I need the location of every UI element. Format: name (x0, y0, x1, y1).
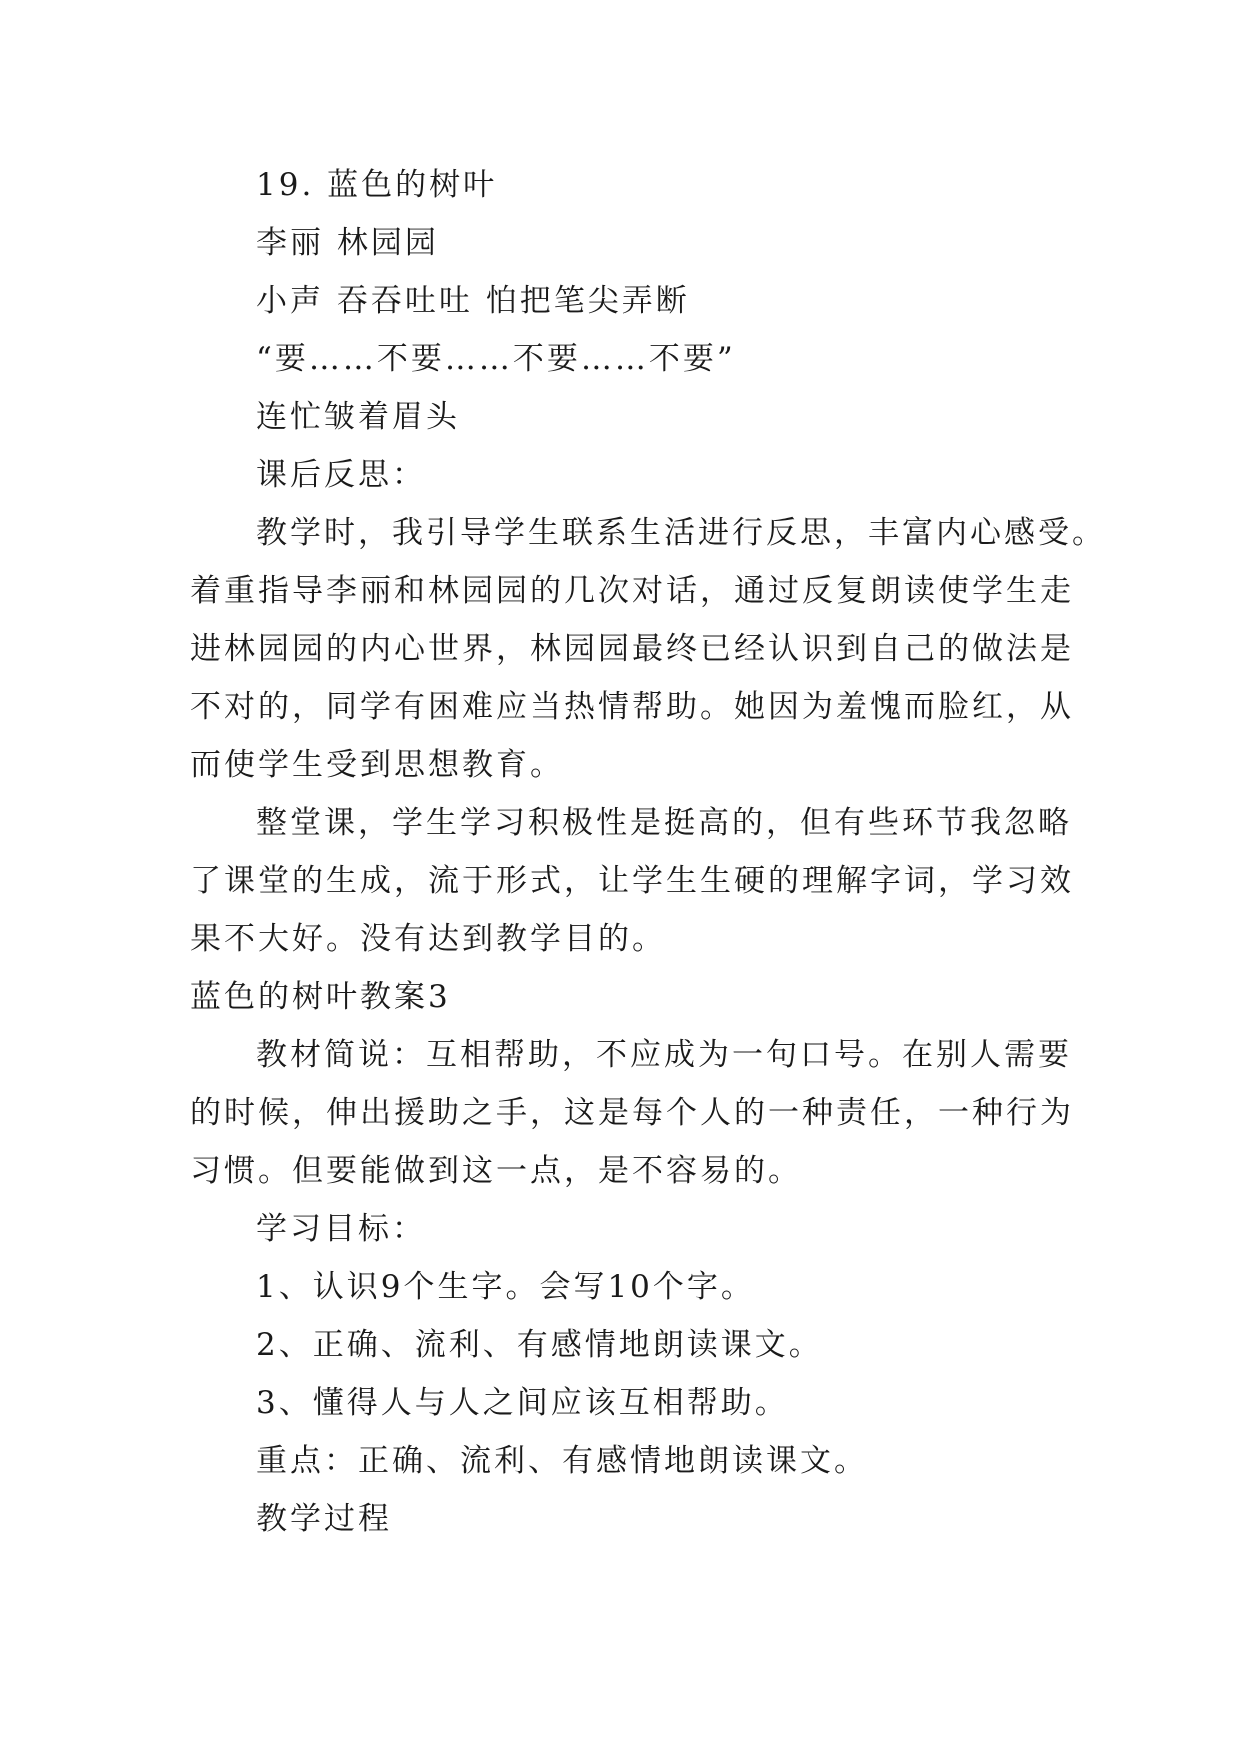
character-names: 李丽 林园园 (256, 225, 439, 261)
paragraph-line: 的时候，伸出援助之手，这是每个人的一种责任，一种行为 (190, 1095, 1074, 1131)
paragraph-line: 果不大好。没有达到教学目的。 (190, 921, 666, 957)
list-item: 3、懂得人与人之间应该互相帮助。 (256, 1385, 789, 1421)
paragraph-line: 了课堂的生成，流于形式，让学生生硬的理解字词，学习效 (190, 863, 1074, 899)
paragraph-line: 不对的，同学有困难应当热情帮助。她因为羞愧而脸红，从 (190, 689, 1074, 725)
key-point-line: 重点：正确、流利、有感情地朗读课文。 (256, 1443, 868, 1479)
section-label-process: 教学过程 (256, 1501, 392, 1537)
quote-line: “要……不要……不要……不要” (256, 341, 736, 377)
paragraph-line: 教学时，我引导学生联系生活进行反思，丰富内心感受。 (256, 515, 1106, 551)
section-title: 蓝色的树叶教案3 (190, 979, 451, 1015)
section-label-reflection: 课后反思： (256, 457, 426, 493)
keyword-line: 连忙皱着眉头 (256, 399, 460, 435)
section-label-goals: 学习目标： (256, 1211, 426, 1247)
paragraph-line: 着重指导李丽和林园园的几次对话，通过反复朗读使学生走 (190, 573, 1074, 609)
list-item: 2、正确、流利、有感情地朗读课文。 (256, 1327, 823, 1363)
paragraph-line: 而使学生受到思想教育。 (190, 747, 564, 783)
keyword-line: 小声 吞吞吐吐 怕把笔尖弄断 (256, 283, 690, 319)
paragraph-line: 整堂课，学生学习积极性是挺高的，但有些环节我忽略 (256, 805, 1072, 841)
paragraph-line: 教材简说：互相帮助，不应成为一句口号。在别人需要 (256, 1037, 1072, 1073)
lesson-heading: 19. 蓝色的树叶 (256, 167, 498, 203)
list-item: 1、认识9个生字。会写10个字。 (256, 1269, 755, 1305)
paragraph-line: 进林园园的内心世界，林园园最终已经认识到自己的做法是 (190, 631, 1074, 667)
paragraph-line: 习惯。但要能做到这一点，是不容易的。 (190, 1153, 802, 1189)
